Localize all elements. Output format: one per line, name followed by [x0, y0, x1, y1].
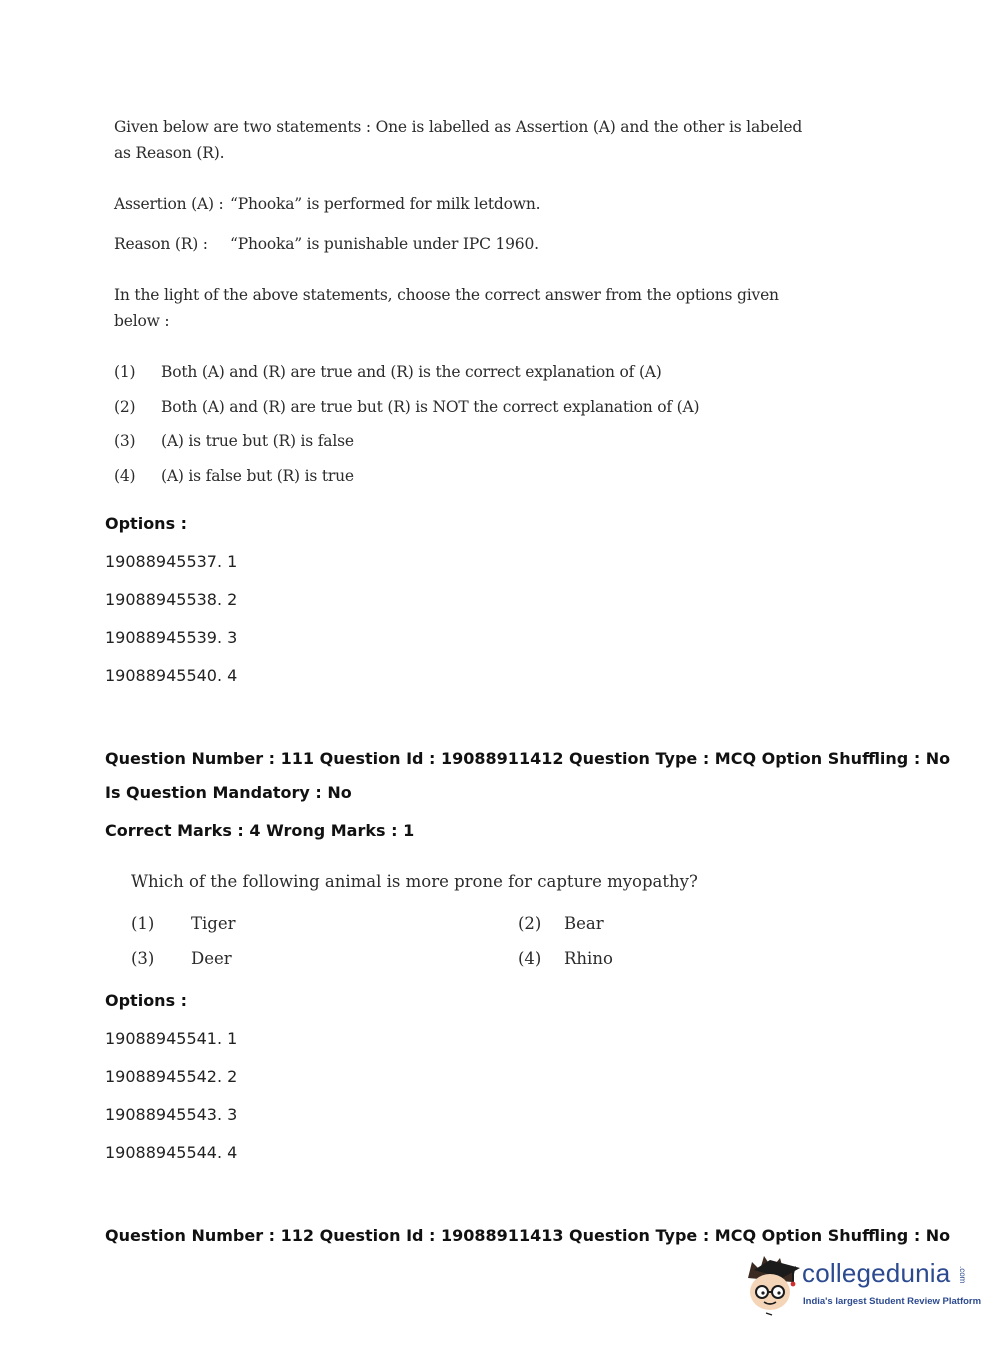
q111-option: 19088945543. 3 — [105, 1105, 238, 1124]
q111-option: 19088945541. 1 — [105, 1029, 238, 1048]
q110-intro-line2: as Reason (R). — [114, 144, 225, 162]
q110-instruction-line2: below : — [114, 312, 170, 330]
collegedunia-logo — [742, 1252, 982, 1322]
q110-options-heading: Options : — [105, 514, 188, 533]
q110-choice-num: (3) — [114, 432, 136, 450]
logo-tagline: India's largest Student Review Platform — [803, 1296, 982, 1307]
q110-assertion-label: Assertion (A) : — [114, 195, 224, 213]
q111-question: Which of the following animal is more prone for capture myopathy? — [131, 872, 698, 891]
q110-option: 19088945537. 1 — [105, 552, 238, 571]
q111-choice-text: Deer — [191, 949, 232, 968]
q110-choice-num: (4) — [114, 467, 136, 485]
q110-instruction-line1: In the light of the above statements, choose the correct answer from the options given — [114, 286, 779, 304]
q111-choice-text: Bear — [564, 914, 604, 933]
q111-options-heading: Options : — [105, 991, 188, 1010]
q111-option: 19088945544. 4 — [105, 1143, 238, 1162]
q111-choice-text: Tiger — [191, 914, 236, 933]
q110-option: 19088945538. 2 — [105, 590, 238, 609]
q110-assertion-text: “Phooka” is performed for milk letdown. — [230, 195, 541, 213]
q110-choice-text: Both (A) and (R) are true and (R) is the correct explanation of (A) — [161, 363, 662, 381]
logo-wordmark: collegedunia — [802, 1258, 951, 1288]
q110-option: 19088945540. 4 — [105, 666, 238, 685]
q110-choice-num: (2) — [114, 398, 136, 416]
q112-meta-line1: Question Number : 112 Question Id : 19088911413 Question Type : MCQ Option Shuffling : No — [105, 1226, 951, 1245]
q110-option: 19088945539. 3 — [105, 628, 238, 647]
mascot-icon — [742, 1252, 804, 1318]
q110-reason-text: “Phooka” is punishable under IPC 1960. — [230, 235, 539, 253]
q111-meta-line3: Correct Marks : 4 Wrong Marks : 1 — [105, 821, 415, 840]
logo-dotcom: .com — [958, 1266, 967, 1284]
q111-meta-line1: Question Number : 111 Question Id : 19088911412 Question Type : MCQ Option Shuffling : No — [105, 749, 951, 768]
q110-choice-text: (A) is true but (R) is false — [161, 432, 354, 450]
q111-choice-num: (2) — [518, 914, 542, 933]
q111-choice-num: (1) — [131, 914, 155, 933]
q110-reason-label: Reason (R) : — [114, 235, 208, 253]
q111-meta-line2: Is Question Mandatory : No — [105, 783, 352, 802]
q111-choice-text: Rhino — [564, 949, 613, 968]
q110-intro-line1: Given below are two statements : One is labelled as Assertion (A) and the other is labeled — [114, 118, 803, 136]
q110-choice-text: (A) is false but (R) is true — [161, 467, 354, 485]
q111-option: 19088945542. 2 — [105, 1067, 238, 1086]
q111-choice-num: (4) — [518, 949, 542, 968]
q110-choice-text: Both (A) and (R) are true but (R) is NOT the correct explanation of (A) — [161, 398, 700, 416]
q110-choice-num: (1) — [114, 363, 136, 381]
q111-choice-num: (3) — [131, 949, 155, 968]
